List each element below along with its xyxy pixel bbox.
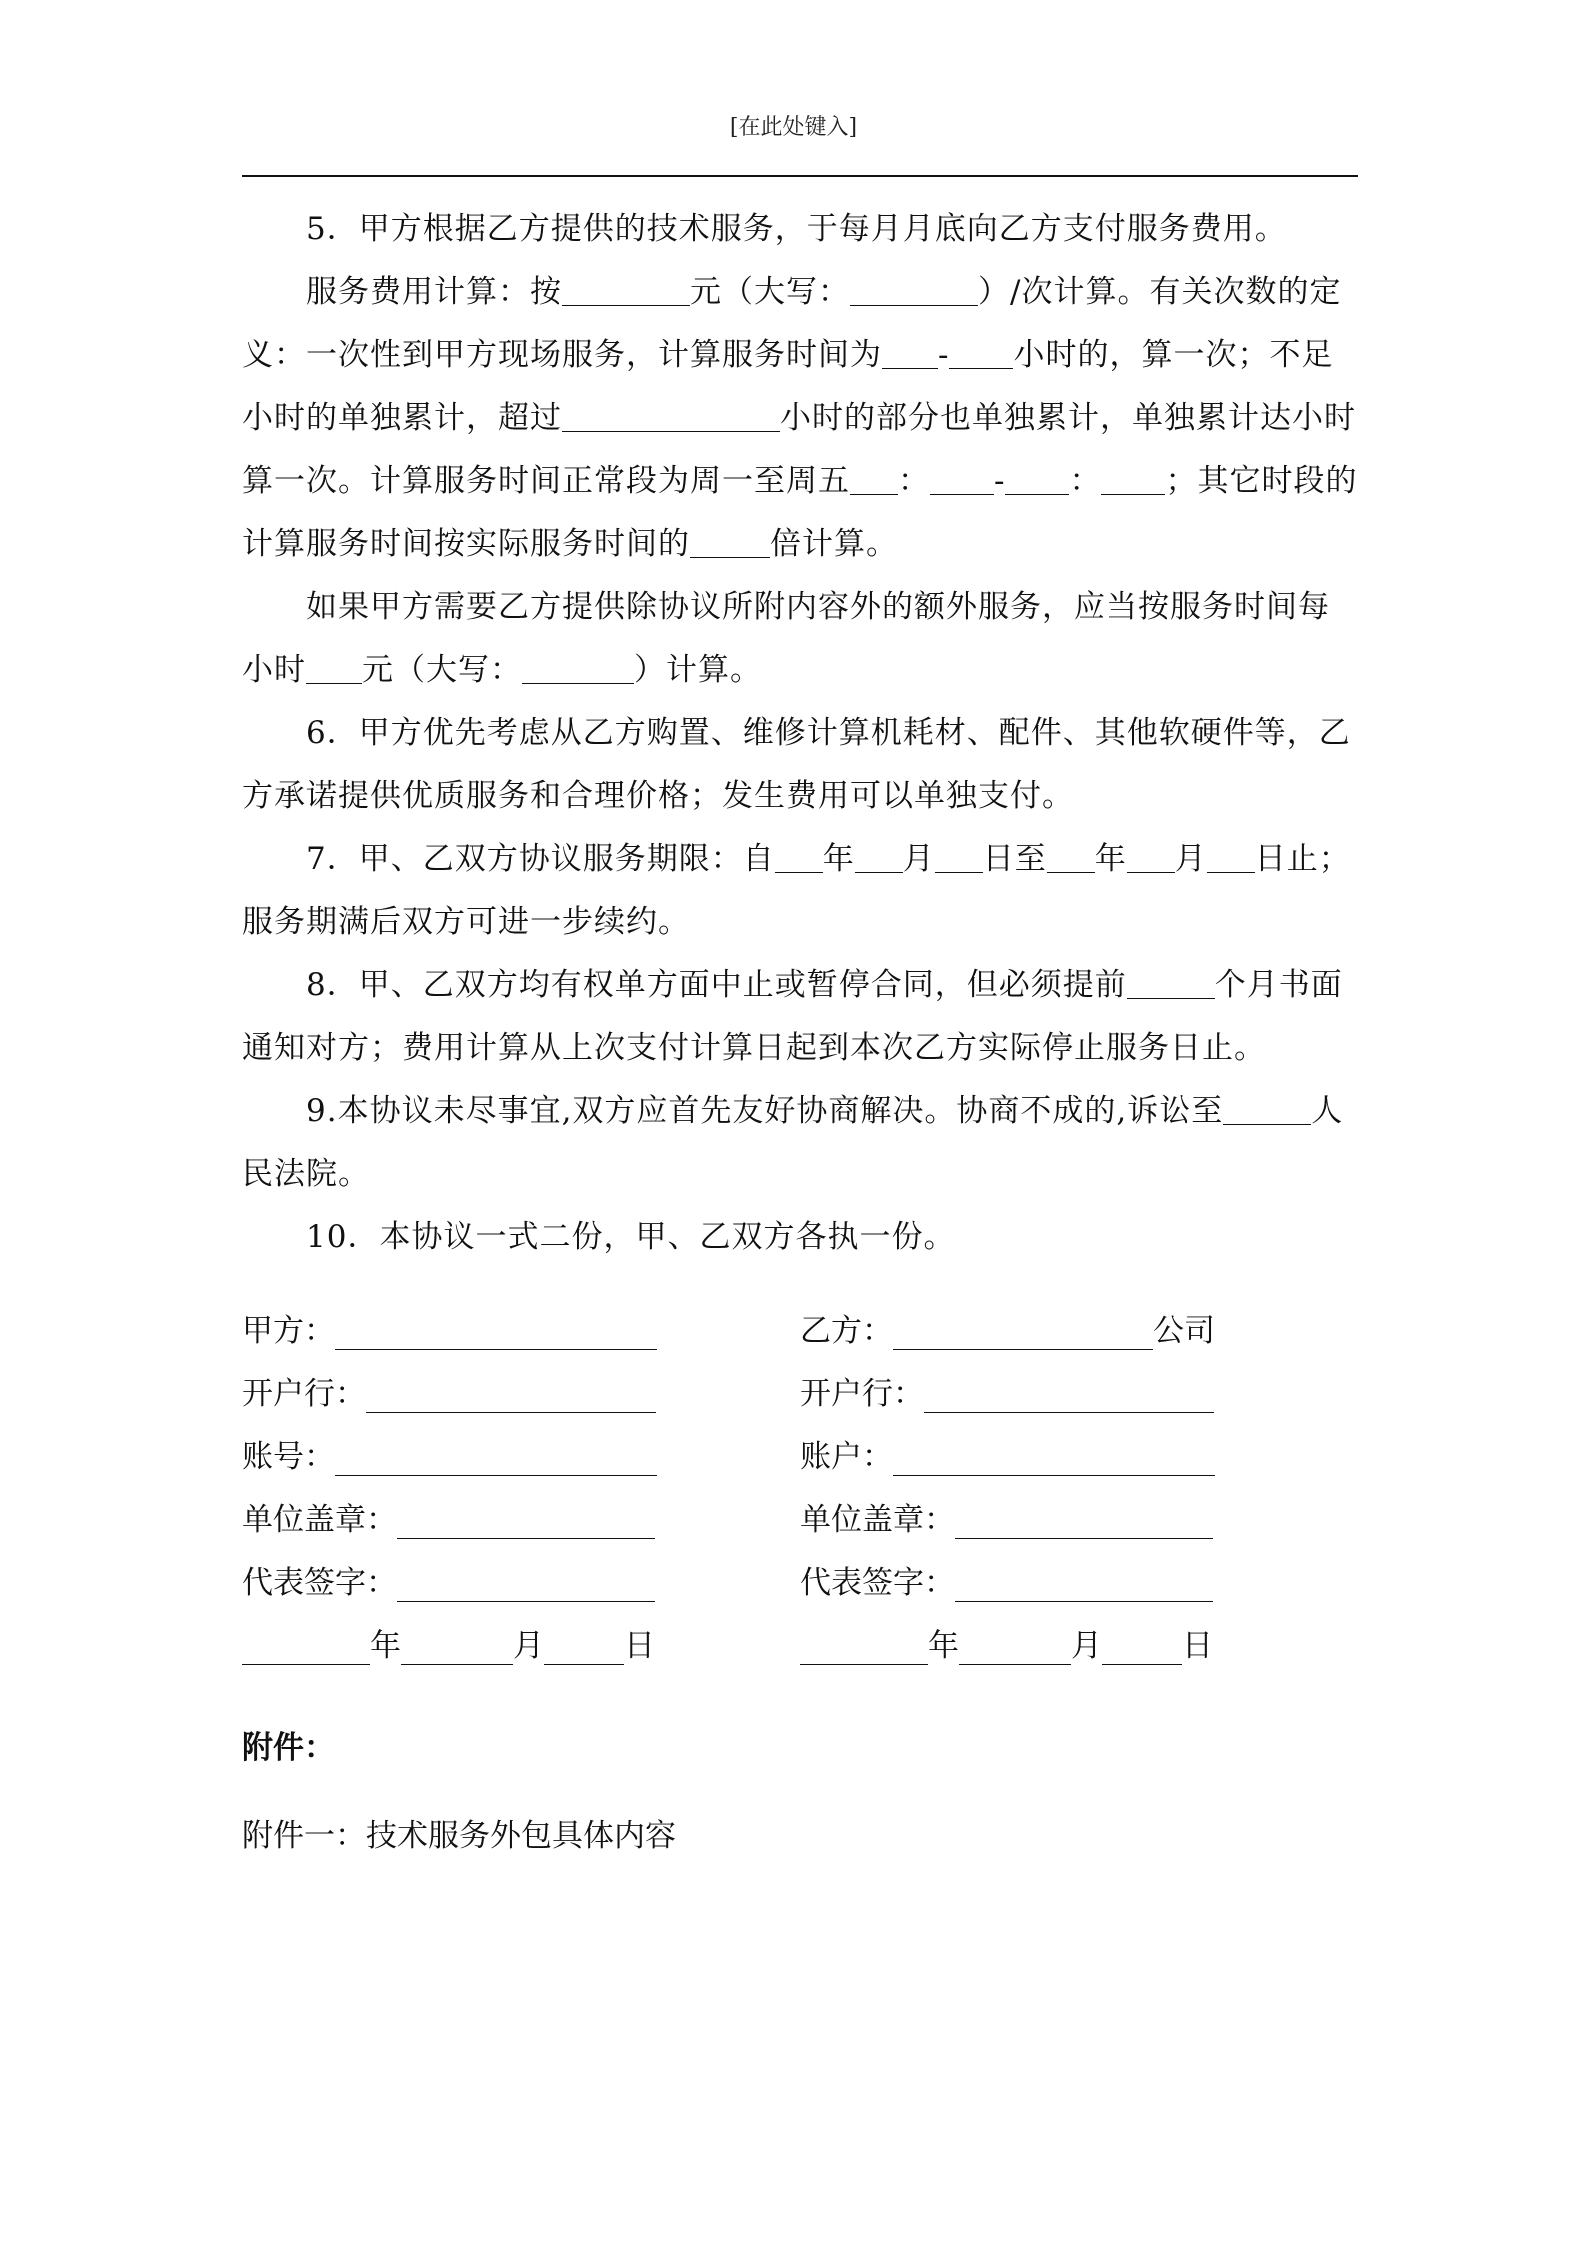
date-b-day-line [1102, 1634, 1182, 1665]
bank-b-line [924, 1382, 1214, 1413]
date-b-month-line [959, 1634, 1071, 1665]
text-segment: 小时的，算一次；不足 [1013, 337, 1334, 373]
date-a-month-label: 月 [513, 1628, 544, 1664]
clause-8 [242, 954, 1358, 1080]
clause-5-para-1: 5．甲方根据乙方提供的技术服务，于每月月底向乙方支付服务费用。 [306, 211, 1287, 247]
start-year-blank [775, 841, 823, 873]
text-segment: 日至 [982, 841, 1047, 877]
annex-item-1: 附件一：技术服务外包具体内容 [242, 1818, 676, 1854]
rep-b-field [800, 1557, 1360, 1602]
end-day-blank [1207, 841, 1255, 873]
date-b-year-label: 年 [928, 1628, 959, 1664]
seal-a-field [242, 1494, 662, 1539]
text-segment: 个月书面通知对方；费用计算从上次支付计算日起到本次乙方实际停止服务日止。 [242, 967, 1343, 1066]
text-segment: 月 [1174, 841, 1207, 877]
signature-row-party [242, 1305, 1358, 1355]
bank-a-field [242, 1368, 662, 1413]
over-hours-blank [562, 400, 780, 432]
multiplier-blank [690, 526, 770, 558]
page-header: [在此处键入] [729, 115, 858, 140]
text-segment: 小时算一次。计算服务时间正常段为周一至周五 [242, 400, 1356, 499]
clause-6: 6．甲方优先考虑从乙方购置、维修计算机耗材、配件、其他软硬件等，乙方承诺提供优质服务和合理价格；发生费用可以单独支付。 [242, 715, 1351, 814]
text-segment: 服务费用计算：按 [306, 274, 562, 310]
bank-a-label: 开户行： [242, 1376, 366, 1412]
text-segment: - [994, 463, 1006, 499]
end-minute-blank [1101, 463, 1165, 495]
signature-row-account [242, 1431, 1358, 1481]
party-a-field [242, 1305, 662, 1350]
text-segment: 元（大写： [690, 274, 850, 310]
text-segment: 小时的单独累计，超过 [242, 400, 562, 436]
account-b-line [893, 1445, 1215, 1476]
clause-9 [242, 1080, 1358, 1206]
court-name-blank [1223, 1093, 1311, 1125]
seal-b-line [955, 1508, 1213, 1539]
date-a-year-line [242, 1634, 370, 1665]
start-month-blank [855, 841, 903, 873]
text-segment: ）计算。 [634, 652, 762, 688]
header-divider [242, 175, 1358, 177]
date-a-month-line [401, 1634, 513, 1665]
date-a-field [242, 1620, 662, 1665]
signature-row-bank [242, 1368, 1358, 1418]
rep-a-field [242, 1557, 662, 1602]
end-month-blank [1127, 841, 1175, 873]
date-b-month-label: 月 [1071, 1628, 1102, 1664]
hourly-rate-blank [306, 652, 362, 684]
party-b-field [800, 1305, 1360, 1350]
signature-row-rep [242, 1557, 1358, 1607]
signature-row-seal [242, 1494, 1358, 1544]
notice-months-blank [1127, 967, 1215, 999]
bank-a-line [366, 1382, 656, 1413]
clause-10: 10．本协议一式二份，甲、乙双方各执一份。 [306, 1219, 956, 1255]
text-segment: ： [898, 463, 930, 499]
text-segment: 元（大写： [362, 652, 522, 688]
rep-b-line [955, 1571, 1213, 1602]
account-a-label: 账号： [242, 1439, 335, 1475]
rep-a-line [397, 1571, 655, 1602]
seal-b-field [800, 1494, 1360, 1539]
text-segment: 年 [822, 841, 855, 877]
bank-b-field [800, 1368, 1360, 1413]
account-a-field [242, 1431, 662, 1476]
seal-a-line [397, 1508, 655, 1539]
text-segment: 8．甲、乙双方均有权单方面中止或暂停合同，但必须提前 [306, 967, 1127, 1003]
text-segment: 9.本协议未尽事宜,双方应首先友好协商解决。协商不成的,诉讼至 [306, 1093, 1224, 1129]
text-segment: 小时的部分也单独累计，单独累计达 [780, 400, 1292, 436]
contract-body [242, 198, 1358, 1269]
account-a-line [335, 1445, 657, 1476]
start-minute-blank [930, 463, 994, 495]
date-a-day-label: 日 [624, 1628, 655, 1664]
text-segment: ）/次计算。有关次数的定义：一次性到甲方现场服务，计算服务时间为 [242, 274, 1342, 373]
party-b-line [893, 1319, 1153, 1350]
seal-b-label: 单位盖章： [800, 1502, 955, 1538]
fee-amount-blank [562, 274, 690, 306]
end-hour-blank [1005, 463, 1069, 495]
hours-to-blank [949, 337, 1013, 369]
start-day-blank [935, 841, 983, 873]
annex-title: 附件： [242, 1730, 335, 1766]
text-segment: 日止；服务期满后双方可进一步续约。 [242, 841, 1351, 940]
date-a-year-label: 年 [370, 1628, 401, 1664]
text-segment: 人民法院。 [242, 1093, 1344, 1192]
text-segment: 月 [902, 841, 935, 877]
seal-a-label: 单位盖章： [242, 1502, 397, 1538]
clause-5-para-2 [242, 261, 1358, 576]
party-a-line [335, 1319, 657, 1350]
account-b-label: 账户： [800, 1439, 893, 1475]
hourly-rate-uppercase-blank [522, 652, 634, 684]
date-b-year-line [800, 1634, 928, 1665]
clause-7 [242, 828, 1358, 954]
date-a-day-line [544, 1634, 624, 1665]
party-b-suffix: 公司 [1153, 1313, 1215, 1349]
hours-from-blank [882, 337, 938, 369]
bank-b-label: 开户行： [800, 1376, 924, 1412]
text-segment: 7．甲、乙双方协议服务期限：自 [306, 841, 775, 877]
date-b-day-label: 日 [1182, 1628, 1213, 1664]
party-a-label: 甲方： [242, 1313, 335, 1349]
signature-row-date [242, 1620, 1358, 1670]
text-segment: 年 [1094, 841, 1127, 877]
text-segment: - [938, 337, 950, 373]
text-segment: 如果甲方需要乙方提供除协议所附内容外的额外服务，应当按服务时间每小时 [242, 589, 1330, 688]
end-year-blank [1047, 841, 1095, 873]
rep-a-label: 代表签字： [242, 1565, 397, 1601]
clause-5-para-3 [242, 576, 1358, 702]
text-segment: ；其它时段的计算服务时间按实际服务时间的 [242, 463, 1358, 562]
account-b-field [800, 1431, 1360, 1476]
party-b-label: 乙方： [800, 1313, 893, 1349]
date-b-field [800, 1620, 1360, 1665]
text-segment: ： [1069, 463, 1102, 499]
fee-uppercase-blank [850, 274, 978, 306]
start-hour-blank [850, 463, 898, 495]
text-segment: 倍计算。 [770, 526, 898, 562]
rep-b-label: 代表签字： [800, 1565, 955, 1601]
